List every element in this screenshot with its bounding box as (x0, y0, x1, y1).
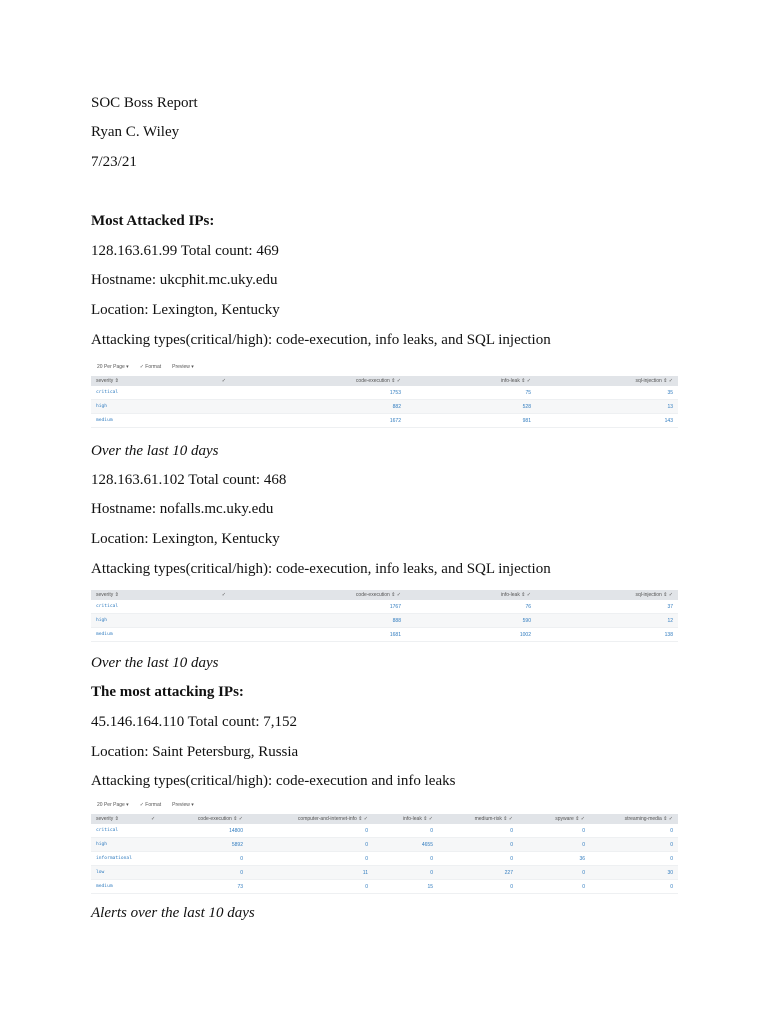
ip2-location: Location: Lexington, Kentucky (91, 531, 280, 547)
alerts-table-3 (91, 814, 678, 894)
spacer-cell (146, 824, 158, 838)
severity-cell[interactable]: critical (91, 824, 146, 838)
value-cell[interactable]: 4655 (373, 838, 438, 852)
value-cell[interactable]: 0 (590, 838, 678, 852)
value-cell[interactable]: 0 (158, 866, 248, 880)
column-header-sql-injection[interactable]: sql-injection ⇕ ✓ (536, 590, 678, 600)
value-cell[interactable]: 0 (248, 838, 373, 852)
table-toolbar (91, 362, 678, 372)
value-cell[interactable]: 36 (518, 852, 590, 866)
value-cell[interactable]: 0 (438, 852, 518, 866)
column-header-sql-injection[interactable]: sql-injection ⇕ ✓ (536, 376, 678, 386)
value-cell[interactable]: 14800 (158, 824, 248, 838)
severity-cell[interactable]: high (91, 400, 201, 414)
spacer-cell (146, 880, 158, 894)
column-header-medium-risk[interactable]: medium-risk ⇕ ✓ (438, 814, 518, 824)
value-cell[interactable]: 0 (248, 880, 373, 894)
value-cell[interactable]: 1767 (231, 600, 406, 614)
value-cell[interactable]: 13 (536, 400, 678, 414)
ip2-summary: 128.163.61.102 Total count: 468 (91, 472, 287, 488)
table-row (91, 400, 678, 414)
table-toolbar (91, 800, 678, 810)
table-row (91, 628, 678, 642)
severity-cell[interactable]: critical (91, 600, 201, 614)
spacer-cell (201, 414, 231, 428)
ip3-attack-types: Attacking types(critical/high): code-execution and info leaks (91, 773, 456, 789)
ip3-location: Location: Saint Petersburg, Russia (91, 744, 299, 760)
ip2-caption: Over the last 10 days (91, 655, 219, 671)
ip1-hostname: Hostname: ukcphit.mc.uky.edu (91, 272, 278, 288)
value-cell[interactable]: 15 (373, 880, 438, 894)
severity-cell[interactable]: critical (91, 386, 201, 400)
severity-cell[interactable]: medium (91, 880, 146, 894)
ip1-location: Location: Lexington, Kentucky (91, 302, 280, 318)
report-date: 7/23/21 (91, 154, 137, 170)
table-header-row (91, 590, 678, 600)
column-header-code-execution[interactable]: code-execution ⇕ ✓ (231, 590, 406, 600)
severity-cell[interactable]: medium (91, 414, 201, 428)
value-cell[interactable]: 138 (536, 628, 678, 642)
value-cell[interactable]: 0 (518, 838, 590, 852)
table-row (91, 880, 678, 894)
per-page-dropdown[interactable]: 20 Per Page ▾ (97, 364, 129, 370)
value-cell[interactable]: 1002 (406, 628, 536, 642)
value-cell[interactable]: 882 (231, 400, 406, 414)
alerts-table-screenshot-2 (91, 590, 678, 642)
column-header-info-leak[interactable]: info-leak ⇕ ✓ (406, 376, 536, 386)
value-cell[interactable]: 0 (518, 866, 590, 880)
value-cell[interactable]: 12 (536, 614, 678, 628)
ip1-attack-types: Attacking types(critical/high): code-execution, info leaks, and SQL injection (91, 332, 551, 348)
preview-dropdown[interactable]: Preview ▾ (172, 364, 194, 370)
severity-cell[interactable]: high (91, 614, 201, 628)
value-cell[interactable]: 0 (438, 838, 518, 852)
value-cell[interactable]: 76 (406, 600, 536, 614)
table-row (91, 600, 678, 614)
edit-icon[interactable]: ✓ (201, 376, 231, 386)
value-cell[interactable]: 0 (373, 866, 438, 880)
value-cell[interactable]: 0 (373, 852, 438, 866)
table-row (91, 614, 678, 628)
column-header-info-leak[interactable]: info-leak ⇕ ✓ (406, 590, 536, 600)
severity-cell[interactable]: high (91, 838, 146, 852)
column-header-code-execution[interactable]: code-execution ⇕ ✓ (231, 376, 406, 386)
edit-icon[interactable]: ✓ (201, 590, 231, 600)
alerts-table-screenshot-1 (91, 362, 678, 428)
ip3-summary: 45.146.164.110 Total count: 7,152 (91, 714, 298, 730)
table-header-row (91, 376, 678, 386)
value-cell[interactable]: 0 (438, 880, 518, 894)
section-heading-most-attacked: Most Attacked IPs: (91, 213, 215, 229)
column-header-computer-and-internet-info[interactable]: computer-and-internet-info ⇕ ✓ (248, 814, 373, 824)
section-heading-most-attacking: The most attacking IPs: (91, 684, 244, 700)
value-cell[interactable]: 5892 (158, 838, 248, 852)
alerts-table-2 (91, 590, 678, 642)
column-header-info-leak[interactable]: info-leak ⇕ ✓ (373, 814, 438, 824)
alerts-table-1 (91, 376, 678, 428)
edit-icon[interactable]: ✓ (146, 814, 158, 824)
column-header-streaming-media[interactable]: streaming-media ⇕ ✓ (590, 814, 678, 824)
value-cell[interactable]: 0 (590, 852, 678, 866)
severity-cell[interactable]: informational (91, 852, 146, 866)
spacer-cell (146, 852, 158, 866)
spacer-cell (201, 386, 231, 400)
value-cell[interactable]: 35 (536, 386, 678, 400)
table-row (91, 852, 678, 866)
alerts-table-screenshot-3 (91, 800, 678, 894)
value-cell[interactable]: 0 (373, 824, 438, 838)
severity-cell[interactable]: medium (91, 628, 201, 642)
value-cell[interactable]: 143 (536, 414, 678, 428)
value-cell[interactable]: 0 (248, 824, 373, 838)
value-cell[interactable]: 528 (406, 400, 536, 414)
value-cell[interactable]: 75 (406, 386, 536, 400)
value-cell[interactable]: 0 (590, 880, 678, 894)
spacer-cell (146, 838, 158, 852)
column-header-code-execution[interactable]: code-execution ⇕ ✓ (158, 814, 248, 824)
spacer-cell (201, 614, 231, 628)
table-row (91, 386, 678, 400)
ip2-hostname: Hostname: nofalls.mc.uky.edu (91, 501, 274, 517)
table-row (91, 824, 678, 838)
ip3-caption: Alerts over the last 10 days (91, 905, 255, 921)
spacer-cell (201, 600, 231, 614)
table-row (91, 838, 678, 852)
ip2-attack-types: Attacking types(critical/high): code-execution, info leaks, and SQL injection (91, 561, 551, 577)
report-title: SOC Boss Report (91, 95, 198, 111)
table-header-row (91, 814, 678, 824)
value-cell[interactable]: 1672 (231, 414, 406, 428)
value-cell[interactable]: 0 (518, 880, 590, 894)
value-cell[interactable]: 0 (590, 824, 678, 838)
table-row (91, 414, 678, 428)
spacer-cell (146, 866, 158, 880)
ip1-summary: 128.163.61.99 Total count: 469 (91, 243, 279, 259)
value-cell[interactable]: 1753 (231, 386, 406, 400)
format-button[interactable]: ✓ Format (139, 802, 162, 808)
value-cell[interactable]: 11 (248, 866, 373, 880)
report-author: Ryan C. Wiley (91, 124, 180, 140)
value-cell[interactable]: 30 (590, 866, 678, 880)
format-button[interactable]: ✓ Format (139, 364, 162, 370)
value-cell[interactable]: 590 (406, 614, 536, 628)
value-cell[interactable]: 0 (438, 824, 518, 838)
value-cell[interactable]: 0 (158, 852, 248, 866)
column-header-severity[interactable]: severity ⇕ (91, 814, 146, 824)
column-header-severity[interactable]: severity ⇕ (91, 376, 201, 386)
value-cell[interactable]: 227 (438, 866, 518, 880)
spacer-cell (201, 628, 231, 642)
value-cell[interactable]: 981 (406, 414, 536, 428)
value-cell[interactable]: 73 (158, 880, 248, 894)
severity-cell[interactable]: low (91, 866, 146, 880)
preview-dropdown[interactable]: Preview ▾ (172, 802, 194, 808)
value-cell[interactable]: 0 (518, 824, 590, 838)
value-cell[interactable]: 37 (536, 600, 678, 614)
value-cell[interactable]: 1681 (231, 628, 406, 642)
value-cell[interactable]: 0 (248, 852, 373, 866)
ip1-caption: Over the last 10 days (91, 443, 219, 459)
table-row (91, 866, 678, 880)
per-page-dropdown[interactable]: 20 Per Page ▾ (97, 802, 129, 808)
value-cell[interactable]: 888 (231, 614, 406, 628)
spacer-cell (201, 400, 231, 414)
column-header-severity[interactable]: severity ⇕ (91, 590, 201, 600)
column-header-spyware[interactable]: spyware ⇕ ✓ (518, 814, 590, 824)
